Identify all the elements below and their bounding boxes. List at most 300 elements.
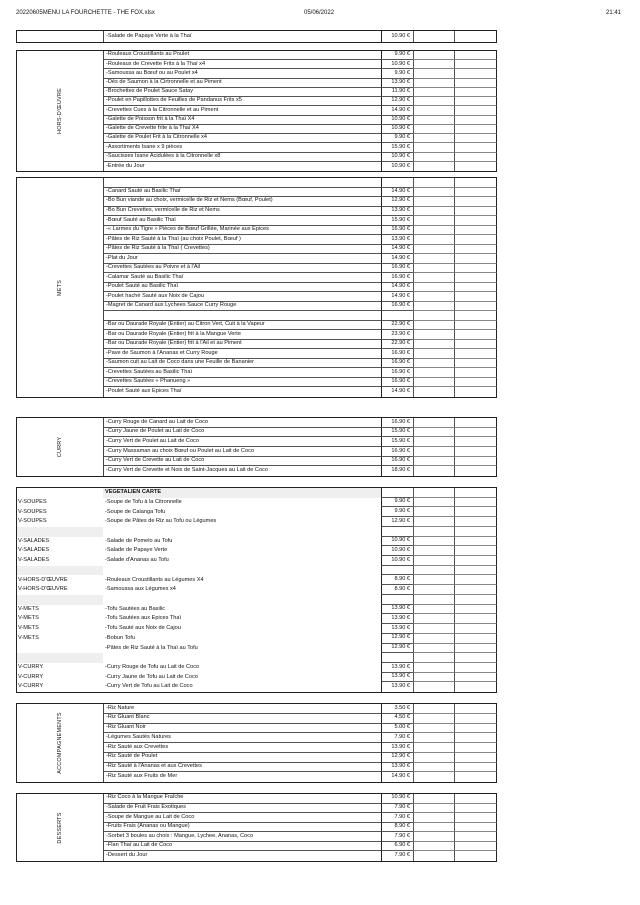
empty-cell [454, 653, 497, 663]
table-row [17, 663, 497, 673]
price-cell: 10.90 € [381, 546, 413, 556]
empty-cell [413, 378, 454, 388]
empty-cell [413, 330, 454, 340]
empty-cell [454, 733, 497, 743]
empty-cell [413, 349, 454, 359]
price-cell: 13.90 € [381, 235, 413, 245]
item-cell: -Fruits Frais (Ananas ou Mangue) [104, 823, 381, 833]
item-cell: -Soupe de Pâtes de Riz au Tofu ou Légumes [105, 518, 217, 525]
item-cell: -Riz Sauté aux Crevettes [104, 743, 381, 753]
empty-cell [454, 663, 497, 673]
empty-cell [454, 832, 497, 842]
empty-cell [413, 682, 454, 692]
item-cell [104, 178, 381, 188]
empty-cell [413, 813, 454, 823]
table-row [104, 466, 497, 476]
empty-cell [413, 498, 454, 508]
item-cell: -Brochettes de Poulet Sauce Satay [104, 88, 381, 97]
price-cell: 7.90 € [381, 804, 413, 814]
price-cell: 6.90 € [381, 842, 413, 852]
empty-cell [454, 772, 497, 782]
item-cell: -Calamar Sauté au Basilic Thaï [104, 273, 381, 283]
category-cell [17, 644, 103, 654]
table-row [104, 292, 497, 302]
item-cell: -Curry Vert de Crevette au Lait de Coco [104, 457, 381, 467]
item-cell: -Flan Thaï au Lait de Coco [104, 842, 381, 852]
item-cell: -Crevettes Sautées « Phanueng » [104, 378, 381, 388]
empty-cell [413, 188, 454, 198]
item-cell: -Poulet en Papillottes de Feuilles de Pandanus Frits x5 [104, 97, 381, 106]
item-cell: -Pave de Saumon à l'Ananas et Curry Rouge [104, 349, 381, 359]
price-cell: 14.90 € [381, 772, 413, 782]
item-cell [103, 595, 381, 605]
table-row [104, 368, 497, 378]
table-row [104, 106, 497, 115]
price-cell: 18.90 € [381, 466, 413, 476]
empty-cell [413, 197, 454, 207]
table-row [17, 546, 497, 556]
empty-cell [413, 763, 454, 773]
table-row [104, 724, 497, 734]
table-row [17, 644, 497, 654]
table-row [104, 31, 497, 42]
table-row [104, 832, 497, 842]
table-row [104, 330, 497, 340]
empty-cell [454, 235, 497, 245]
category-cell: V-CURRY [18, 664, 44, 670]
table-row [17, 517, 497, 527]
empty-cell [454, 292, 497, 302]
item-cell: -Poulet Sauté au Basilic Thaï [104, 283, 381, 293]
empty-cell [454, 644, 497, 654]
item-cell: -Curry Rouge de Canard au Lait de Coco [104, 418, 381, 428]
item-cell: -Samoussa aux Légumes x4 [105, 586, 176, 593]
empty-cell [413, 663, 454, 673]
empty-cell [454, 624, 497, 634]
table-row [104, 97, 497, 106]
table-row [104, 188, 497, 198]
price-cell: 13.90 € [381, 673, 413, 683]
empty-cell [413, 311, 454, 321]
item-cell [103, 566, 381, 576]
empty-cell [454, 302, 497, 312]
table-row [17, 682, 497, 692]
item-cell: -Poulet Sauté aux Epices Thaï [106, 388, 182, 395]
table-row [17, 566, 497, 576]
category-cell: V-HORS-D'ŒUVRE [18, 576, 68, 583]
price-cell: 11.90 € [381, 88, 413, 97]
empty-cell [413, 595, 454, 605]
table-row [17, 498, 497, 508]
empty-cell [413, 823, 454, 833]
item-cell: -Salade de Papaye Verte à la Thaï [106, 32, 192, 39]
table-row [104, 763, 497, 773]
empty-cell [413, 507, 454, 517]
item-cell: -Curry Vert de Crevette et Noix de Saint-Jacques au Lait de Coco [106, 467, 268, 474]
item-cell: -Curry Massaman au choix Bœuf ou Poulet au Lait de Coco [104, 447, 381, 457]
price-cell: 15.90 € [381, 437, 413, 447]
empty-cell [413, 69, 454, 78]
category-cell: V-METS [18, 605, 39, 612]
empty-cell [413, 97, 454, 106]
item-cell: -Curry Jaune de Tofu au Lait de Coco [105, 673, 198, 680]
empty-cell [454, 743, 497, 753]
empty-cell [413, 31, 454, 42]
empty-cell [454, 704, 497, 714]
print-date: 05/06/2022 [304, 10, 335, 16]
item-cell: -Légumes Sautés Natures [104, 733, 381, 743]
empty-cell [413, 585, 454, 595]
table-row [104, 116, 497, 125]
category-cell [17, 595, 103, 605]
item-cell: -Salade de Papaye Verte [105, 547, 168, 554]
price-cell: 9.90 € [381, 134, 413, 143]
empty-cell [413, 546, 454, 556]
empty-cell [413, 273, 454, 283]
price-cell: 10.90 € [381, 31, 413, 42]
empty-cell [413, 447, 454, 457]
table-row [104, 283, 497, 293]
empty-cell [413, 614, 454, 624]
item-cell: -Riz Sauté de Poulet [104, 753, 381, 763]
empty-cell [454, 488, 497, 498]
price-cell: 14.90 € [381, 188, 413, 198]
empty-cell [454, 116, 497, 125]
table-row [104, 273, 497, 283]
table-row [17, 556, 497, 566]
price-cell: 8.90 € [381, 585, 413, 595]
price-cell: 13.90 € [381, 207, 413, 217]
item-cell: -Salade de Pomelo au Tofu [105, 537, 173, 544]
empty-cell [454, 178, 497, 188]
price-cell: 10.90 € [381, 794, 413, 804]
table-row [104, 245, 497, 255]
desserts-table [16, 793, 497, 862]
table-row [104, 359, 497, 369]
price-cell: 7.90 € [381, 813, 413, 823]
table-row [104, 162, 497, 171]
empty-cell [413, 527, 454, 537]
table-row [104, 226, 497, 236]
empty-cell [413, 292, 454, 302]
empty-cell [413, 235, 454, 245]
item-cell: -Assortiments Isane x 9 pièces [104, 143, 381, 152]
price-cell: 13.90 € [381, 763, 413, 773]
price-cell: 8.90 € [381, 823, 413, 833]
table-row [104, 264, 497, 274]
empty-cell [454, 153, 497, 162]
empty-cell [413, 724, 454, 734]
price-cell: 9.90 € [381, 498, 413, 508]
item-cell: -Soupe de Calanga Tofu [105, 508, 166, 515]
category-cell: V-SALADES [18, 557, 50, 564]
table-row [104, 311, 497, 321]
price-cell: 12.90 € [381, 197, 413, 207]
empty-cell [454, 498, 497, 508]
table-row [104, 143, 497, 152]
empty-cell [413, 418, 454, 428]
price-cell: 9.90 € [381, 69, 413, 78]
item-cell: -Riz Sauté aux Fruits de Mer [106, 773, 178, 780]
file-name: 20220605MENU LA FOURCHETTE - THE FOX.xlsx [16, 10, 155, 16]
accompagnements-table [16, 703, 497, 783]
item-cell: -Samoussa au Bœuf ou au Poulet x4 [104, 69, 381, 78]
section-label-text: DESSERTS [57, 811, 63, 844]
item-cell: -Rouleaux Croustillants au Légumes X4 [105, 576, 204, 583]
empty-cell [454, 418, 497, 428]
table-row [104, 340, 497, 350]
price-cell: 10.90 € [381, 153, 413, 162]
empty-cell [454, 753, 497, 763]
category-cell: V-METS [18, 634, 39, 641]
item-cell: -Tofu Sautées au Basilic [105, 605, 166, 612]
empty-cell [413, 60, 454, 69]
item-cell: -Crevettes Sautées au Basilic Thaï [104, 368, 381, 378]
empty-cell [413, 245, 454, 255]
vegetalien-header-row [17, 488, 497, 498]
price-cell: 15.90 € [381, 216, 413, 226]
item-cell: -Galette de Poulet Frit à la Citronnelle x4 [104, 134, 381, 143]
empty-cell [454, 106, 497, 115]
empty-cell [454, 566, 497, 576]
table-row [104, 418, 497, 428]
table-row [17, 527, 497, 537]
section-label [17, 794, 104, 861]
empty-cell [454, 226, 497, 236]
table-row [104, 178, 497, 188]
price-cell: 10.90 € [381, 116, 413, 125]
table-row [104, 254, 497, 264]
price-cell [381, 488, 413, 498]
table-row [17, 653, 497, 663]
item-cell: -Curry Jaune de Poulet au Lait de Coco [104, 428, 381, 438]
price-cell: 16.90 € [381, 418, 413, 428]
empty-cell [413, 804, 454, 814]
category-cell: V-HORS-D'ŒUVRE [18, 586, 68, 593]
item-cell: -Bobun Tofu [105, 634, 136, 641]
empty-cell [454, 813, 497, 823]
price-cell: 10.90 € [381, 125, 413, 134]
item-cell: -Bar ou Daurade Royale (Entier) frit à l'Ail et au Piment [104, 340, 381, 350]
price-cell: 10.90 € [381, 60, 413, 69]
table-row [104, 823, 497, 833]
empty-cell [454, 88, 497, 97]
price-cell: 22.90 € [381, 321, 413, 331]
table-row [104, 714, 497, 724]
item-cell: -Galette de Poisson frit à la Thaï X4 [104, 116, 381, 125]
price-cell: 5.00 € [381, 724, 413, 734]
price-cell [381, 178, 413, 188]
empty-cell [413, 743, 454, 753]
empty-cell [454, 595, 497, 605]
empty-cell [454, 634, 497, 644]
table-row [104, 704, 497, 714]
table-row [104, 88, 497, 97]
empty-cell [454, 851, 497, 861]
item-cell: -Tofu Sautées aux Epices Thaï [105, 615, 182, 622]
item-cell: -Galette de Crevette frite à la Thaï X4 [104, 125, 381, 134]
empty-cell [413, 624, 454, 634]
empty-cell [413, 116, 454, 125]
price-cell: 14.90 € [381, 254, 413, 264]
price-cell: 13.90 € [381, 663, 413, 673]
category-cell [17, 653, 103, 663]
empty-cell [454, 546, 497, 556]
empty-cell [454, 79, 497, 88]
price-cell [381, 653, 413, 663]
empty-cell [454, 794, 497, 804]
category-cell: V-SALADES [18, 537, 50, 544]
empty-cell [454, 216, 497, 226]
vegetalien-title: VEGETALIEN CARTE [103, 488, 381, 498]
price-cell: 13.90 € [381, 605, 413, 615]
empty-cell [454, 330, 497, 340]
category-cell: V-SOUPES [18, 518, 47, 525]
empty-cell [454, 673, 497, 683]
category-cell: V-SOUPES [18, 508, 47, 515]
empty-cell [454, 714, 497, 724]
price-cell: 12.90 € [381, 634, 413, 644]
table-row [104, 349, 497, 359]
table-row [17, 537, 497, 547]
price-cell [381, 595, 413, 605]
category-cell [17, 566, 103, 576]
item-cell: -Pâtes de Riz Sauté à la Thaï au Tofu [105, 644, 198, 651]
empty-cell [413, 556, 454, 566]
empty-cell [413, 153, 454, 162]
category-cell: V-SOUPES [18, 498, 47, 505]
empty-cell [454, 682, 497, 692]
item-cell: -Tofu Sauté aux Noix de Cajou [105, 625, 181, 632]
empty-cell [454, 349, 497, 359]
empty-cell [454, 517, 497, 527]
empty-cell [413, 733, 454, 743]
price-cell: 8.90 € [381, 575, 413, 585]
item-cell: -Bar ou Daurade Royale (Entier) au Citron Vert, Cuit à la Vapeur [104, 321, 381, 331]
item-cell: -Crevettes Sautées au Poivre et à l'Ail [104, 264, 381, 274]
item-cell: -Saumon cuit au Lait de Coco dans une Feuille de Bananier [104, 359, 381, 369]
empty-cell [413, 79, 454, 88]
table-row [104, 51, 497, 60]
empty-cell [413, 634, 454, 644]
item-cell: -Salade d'Ananas au Tofu [105, 557, 169, 564]
empty-cell [454, 283, 497, 293]
price-cell: 16.90 € [381, 447, 413, 457]
empty-cell [413, 88, 454, 97]
item-cell: -« Larmes du Tigre » Pièces de Bœuf Grillée, Marinée aux Epices [104, 226, 381, 236]
empty-cell [454, 197, 497, 207]
table-row [17, 624, 497, 634]
empty-cell [413, 673, 454, 683]
table-row [104, 235, 497, 245]
item-cell: -Saucisses Isane Acidulées à la Citronnelle x8 [104, 153, 381, 162]
empty-cell [413, 753, 454, 763]
table-row [17, 585, 497, 595]
mets-table [16, 177, 497, 398]
empty-cell [454, 188, 497, 198]
empty-cell [454, 387, 497, 397]
empty-cell [454, 245, 497, 255]
empty-cell [454, 763, 497, 773]
item-cell: -Pâtes de Riz Sauté à la Thaï (au choix Poulet, Bœuf ) [104, 235, 381, 245]
item-cell: -Bœuf Sauté au Basilic Thaï [104, 216, 381, 226]
table-row [104, 197, 497, 207]
empty-cell [454, 97, 497, 106]
category-cell: V-CURRY [18, 683, 44, 690]
table-row [104, 216, 497, 226]
empty-cell [454, 321, 497, 331]
item-cell: -Rouleaux de Crevette Frits à la Thaï x4 [104, 60, 381, 69]
empty-cell [454, 273, 497, 283]
empty-cell [454, 823, 497, 833]
item-cell: -Bar ou Daurade Royale (Entier) frit à la Mangue Verte [104, 330, 381, 340]
table-row [104, 772, 497, 782]
empty-cell [413, 143, 454, 152]
table-row [17, 614, 497, 624]
empty-cell [413, 428, 454, 438]
item-cell: -Bo Bun viande au choix, vermicelle de Riz et Nems (Bœuf, Poulet) [104, 197, 381, 207]
salade-table [16, 30, 497, 43]
category-cell [17, 527, 103, 537]
table-row [17, 575, 497, 585]
price-cell: 16.90 € [381, 273, 413, 283]
section-label [17, 51, 104, 171]
empty-cell [454, 842, 497, 852]
section-label-text: CURRY [57, 436, 63, 458]
price-cell: 14.90 € [381, 245, 413, 255]
empty-cell [413, 254, 454, 264]
price-cell: 10.90 € [381, 556, 413, 566]
table-row [104, 321, 497, 331]
table-row [104, 447, 497, 457]
empty-cell [454, 556, 497, 566]
table-row [104, 794, 497, 804]
empty-cell [413, 437, 454, 447]
empty-cell [454, 162, 497, 171]
table-row [17, 634, 497, 644]
empty-cell [413, 162, 454, 171]
table-row [104, 387, 497, 397]
price-cell: 16.90 € [381, 302, 413, 312]
empty-cell [413, 178, 454, 188]
price-cell: 13.90 € [381, 624, 413, 634]
empty-cell [454, 466, 497, 476]
empty-cell [413, 466, 454, 476]
table-row [104, 60, 497, 69]
empty-cell [413, 207, 454, 217]
empty-cell [454, 51, 497, 60]
empty-cell [454, 804, 497, 814]
item-cell: -Curry Rouge de Tofu au Lait de Coco [105, 664, 200, 670]
section-label [17, 418, 104, 476]
empty-cell [413, 368, 454, 378]
category-cell: V-METS [18, 625, 39, 632]
section-label [17, 704, 104, 782]
price-cell: 10.90 € [381, 537, 413, 547]
empty-cell [454, 69, 497, 78]
item-cell: -Riz Sauté à l'Ananas et aux Crevettes [104, 763, 381, 773]
price-cell: 12.90 € [381, 753, 413, 763]
empty-cell [413, 517, 454, 527]
table-row [104, 79, 497, 88]
price-cell: 23.90 € [381, 330, 413, 340]
table-row [17, 507, 497, 517]
price-cell [381, 527, 413, 537]
price-cell: 16.90 € [381, 226, 413, 236]
empty-cell [413, 653, 454, 663]
price-cell: 9.90 € [381, 51, 413, 60]
item-cell: -Riz Coco à la Mangue Fraîche [104, 794, 381, 804]
